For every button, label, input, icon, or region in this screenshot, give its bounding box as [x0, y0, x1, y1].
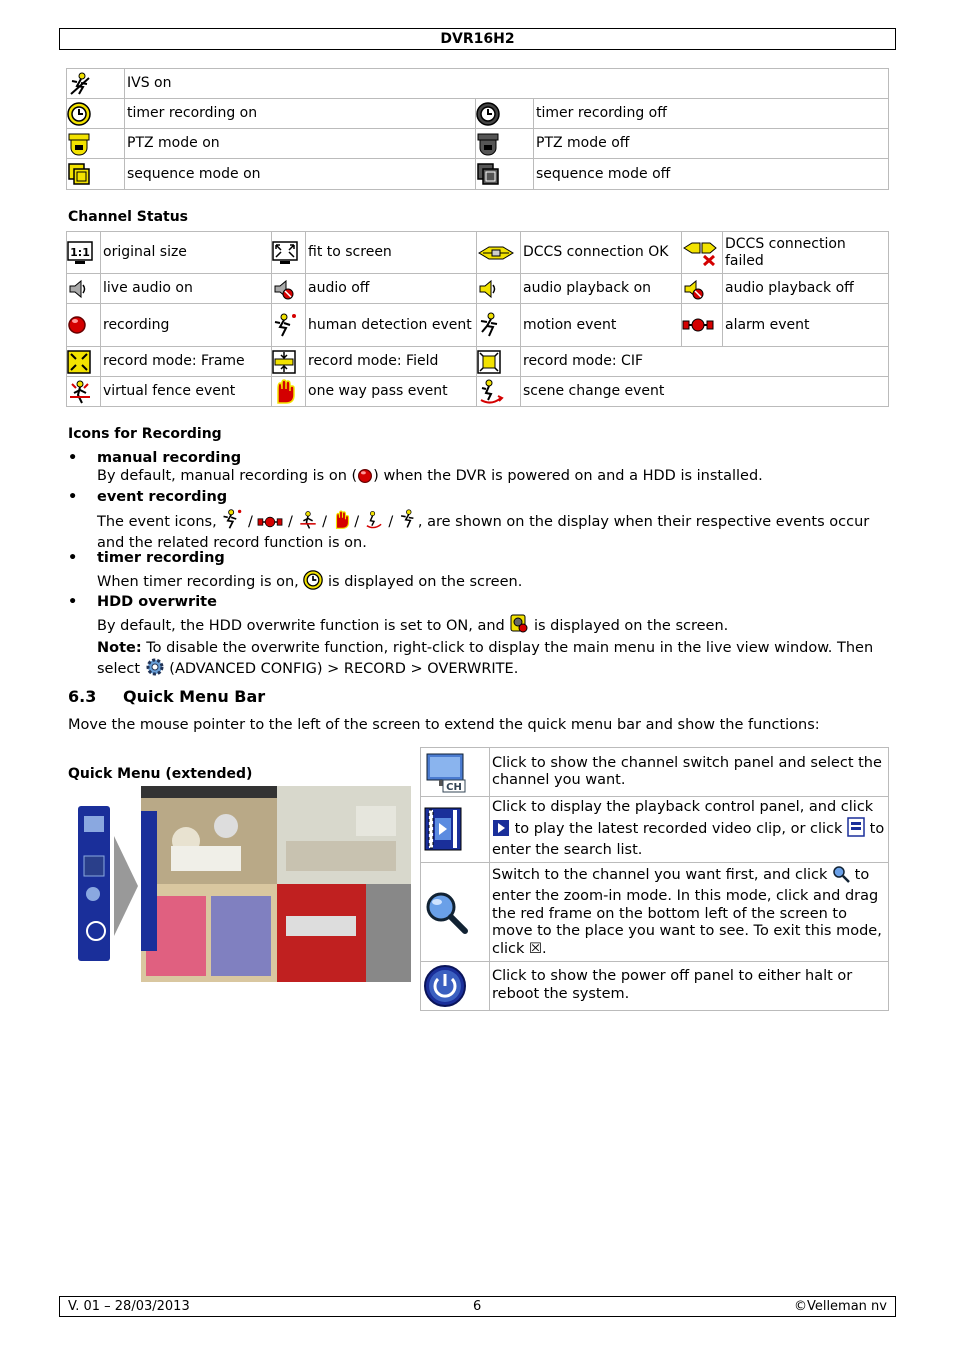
cs-label: original size [101, 232, 272, 274]
original-size-icon [67, 232, 101, 274]
note-text: To disable the overwrite function, right-click to display the main menu in the live view window. Then select [97, 640, 874, 677]
manual-recording-item [68, 449, 888, 489]
human-detection-icon [221, 508, 243, 535]
recording-icons-heading: Icons for Recording [68, 426, 222, 442]
cs-label: record mode: Frame [101, 347, 272, 377]
page-header: DVR16H2 [59, 28, 896, 50]
cs-label: record mode: CIF [521, 347, 889, 377]
ptz-off-icon [476, 129, 534, 159]
quick-menu-intro: Move the mouse pointer to the left of the screen to extend the quick menu bar and show the functions: [68, 717, 820, 733]
manual-recording-title: manual recording [97, 450, 242, 466]
timer-recording-text: When timer recording is on, [97, 574, 304, 590]
quick-menu-extended-label: Quick Menu (extended) [68, 766, 253, 782]
zoom-small-icon[interactable] [832, 865, 850, 889]
event-recording-text: The event icons, [97, 514, 222, 530]
section-number: 6.3 [68, 687, 97, 706]
cs-label: one way pass event [306, 377, 477, 407]
audio-playback-off-icon [682, 274, 723, 304]
sequence-off-label: sequence mode off [534, 159, 889, 190]
zoom-text: to enter the zoom-in mode. In this mode, click and drag the red frame on the bottom left of the screen to move to the place you want to see. To exit this mode, click ☒. [492, 866, 882, 957]
record-field-icon [272, 347, 306, 377]
timer-on-label: timer recording on [125, 99, 476, 129]
timer-recording-title: timer recording [97, 550, 225, 566]
dccs-ok-icon [477, 232, 521, 274]
record-frame-icon [67, 347, 101, 377]
cs-label: DCCS connection OK [521, 232, 682, 274]
bullet: • [68, 489, 78, 505]
fit-to-screen-icon [272, 232, 306, 274]
timer-off-icon [476, 99, 534, 129]
live-audio-icon [67, 274, 101, 304]
bullet: • [68, 550, 78, 566]
cs-label: DCCS connection failed [723, 232, 889, 274]
ptz-off-label: PTZ mode off [534, 129, 889, 159]
svg-text:CH: CH [446, 782, 462, 793]
hdd-overwrite-text: is displayed on the screen. [529, 618, 729, 634]
channel-switch-description: Click to show the channel switch panel and select the channel you want. [490, 748, 889, 797]
alarm-event-icon [257, 514, 283, 535]
alarm-event-icon [682, 304, 723, 347]
sequence-off-icon [476, 159, 534, 190]
timer-recording-text: is displayed on the screen. [323, 574, 523, 590]
cs-label: human detection event [306, 304, 477, 347]
record-cif-icon [477, 347, 521, 377]
page-footer [59, 1296, 896, 1317]
hdd-overwrite-text: By default, the HDD overwrite function is set to ON, and [97, 618, 510, 634]
power-description: Click to show the power off panel to either halt or reboot the system. [490, 961, 889, 1010]
zoom-description [490, 862, 889, 961]
virtual-fence-icon [67, 377, 101, 407]
cs-label: audio off [306, 274, 477, 304]
channel-status-table [66, 231, 889, 407]
sequence-on-label: sequence mode on [125, 159, 476, 190]
recording-icon [67, 304, 101, 347]
note-text: (ADVANCED CONFIG) > RECORD > OVERWRITE. [164, 661, 519, 677]
power-icon[interactable] [421, 961, 490, 1010]
channel-switch-icon[interactable] [421, 748, 490, 797]
separator: / [288, 514, 293, 530]
ivs-label: IVS on [125, 69, 889, 99]
scene-change-icon [477, 377, 521, 407]
event-recording-item [68, 488, 888, 552]
audio-off-icon [272, 274, 306, 304]
cs-label: recording [101, 304, 272, 347]
sequence-on-icon [67, 159, 125, 190]
cs-label: audio playback on [521, 274, 682, 304]
svg-text:1:1: 1:1 [70, 245, 90, 259]
playback-text: to enter the search list. [492, 820, 885, 858]
playback-description [490, 797, 889, 863]
playback-text: Click to display the playback control panel, and click [492, 799, 874, 815]
one-way-pass-icon [272, 377, 306, 407]
dccs-failed-icon [682, 232, 723, 274]
scene-change-icon [364, 510, 384, 535]
footer-company: ©Velleman nv [793, 1299, 887, 1314]
cs-label: alarm event [723, 304, 889, 347]
play-latest-icon[interactable] [492, 819, 510, 843]
hdd-overwrite-title: HDD overwrite [97, 594, 217, 610]
gear-icon[interactable] [145, 657, 165, 682]
manual-recording-text: By default, manual recording is on ( [97, 468, 358, 484]
event-recording-text: , are shown on the display when their respective events occur and the related record function is on. [97, 514, 870, 551]
virtual-fence-icon [298, 510, 318, 535]
ptz-on-label: PTZ mode on [125, 129, 476, 159]
ivs-icon [67, 69, 125, 99]
zoom-text: Switch to the channel you want first, and click [492, 866, 833, 883]
cs-label: live audio on [101, 274, 272, 304]
hdd-overwrite-icon [509, 614, 529, 639]
ptz-on-icon [67, 129, 125, 159]
human-detection-icon [272, 304, 306, 347]
hdd-overwrite-item [68, 593, 888, 682]
bullet: • [68, 450, 78, 466]
separator: / [354, 514, 360, 530]
note-label: Note: [97, 640, 142, 656]
manual-recording-text: ) when the DVR is powered on and a HDD is installed. [373, 468, 763, 484]
timer-off-label: timer recording off [534, 99, 889, 129]
playback-text: to play the latest recorded video clip, or click [510, 820, 848, 837]
audio-playback-on-icon [477, 274, 521, 304]
section-title: Quick Menu Bar [123, 687, 266, 706]
bullet: • [68, 594, 78, 610]
separator: / [388, 514, 394, 530]
playback-icon[interactable] [421, 797, 490, 863]
quick-menu-table [420, 747, 889, 1011]
timer-on-icon [67, 99, 125, 129]
event-recording-title: event recording [97, 489, 228, 505]
footer-page-number: 6 [473, 1299, 482, 1314]
channel-status-heading: Channel Status [68, 209, 189, 225]
cs-label: audio playback off [723, 274, 889, 304]
motion-event-icon [477, 304, 521, 347]
quick-menu-illustration [76, 786, 412, 984]
zoom-icon[interactable] [421, 862, 490, 961]
footer-version: V. 01 – 28/03/2013 [68, 1299, 190, 1314]
motion-event-icon [398, 508, 418, 535]
separator: / [322, 514, 328, 530]
mode-icons-table [66, 68, 889, 190]
cs-label: fit to screen [306, 232, 477, 274]
separator: / [247, 514, 253, 530]
cs-label: motion event [521, 304, 682, 347]
search-list-icon[interactable] [847, 817, 865, 843]
timer-on-icon [303, 570, 323, 595]
timer-recording-item [68, 549, 888, 595]
one-way-pass-icon [332, 510, 350, 535]
cs-label: scene change event [521, 377, 889, 407]
cs-label: record mode: Field [306, 347, 477, 377]
recording-icon [357, 468, 373, 489]
cs-label: virtual fence event [101, 377, 272, 407]
